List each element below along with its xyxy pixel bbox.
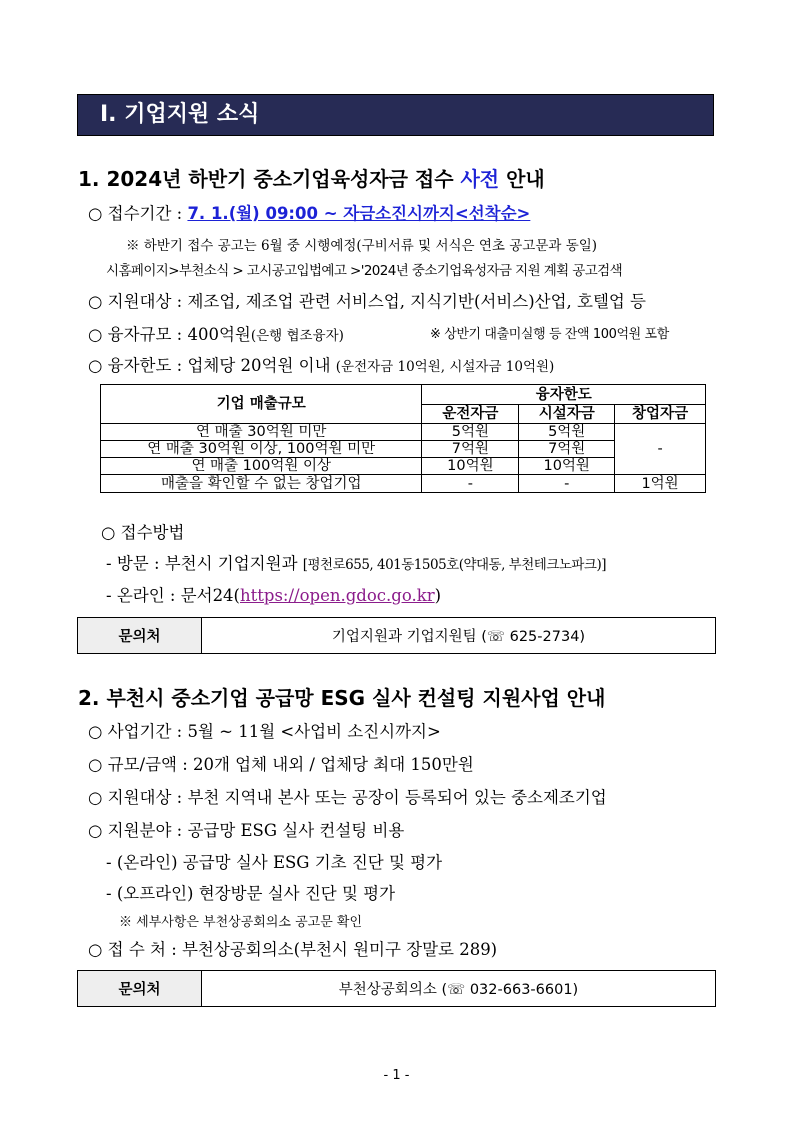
startup-merged: - [615,424,706,475]
section2-contact-box [77,970,716,1007]
section1-period [88,200,530,224]
section1-title-highlight: 사전 [460,167,500,191]
section2-scale: ○ 규모/금액 : 20개 업체 내외 / 업체당 최대 150만원 [88,755,474,774]
header-loan-limit: 융자한도 [422,385,706,405]
visit-address: [평천로655, 401동1505호(약대동, 부천테크노파크)] [302,557,606,573]
section1-title [78,163,545,192]
period-value: 7. 1.(월) 09:00 ~ 자금소진시까지<선착순> [187,204,531,223]
loan-limit-table [100,384,706,493]
row-operating: - [422,475,519,493]
header-company-size: 기업 매출규모 [101,385,422,424]
contact-value: 부천상공회의소 (☏ 032-663-6601) [338,982,579,998]
scale-paren: (은행 협조융자) [250,328,344,344]
visit-line [106,550,606,574]
section1-scale-note: ※ 상반기 대출미실행 등 잔액 100억원 포함 [430,327,669,342]
section2-offline: - (오프라인) 현장방문 실사 진단 및 평가 [106,884,396,903]
row-operating: 7억원 [422,441,519,458]
section1-scale [88,321,344,345]
section1-note1: ※ 하반기 접수 공고는 6월 중 시행예정(구비서류 및 서식은 연초 공고문과 동일) [126,238,598,254]
header-operating: 운전자금 [422,405,519,424]
section2-reception: ○ 접 수 처 : 부천상공회의소(부천시 원미구 장말로 289) [88,940,498,959]
header-startup: 창업자금 [615,405,706,424]
online-link[interactable]: https://open.gdoc.go.kr [240,586,435,605]
row-facility: - [519,475,615,493]
row-size: 매출을 확인할 수 없는 창업기업 [101,475,422,493]
limit-paren: (운전자금 10억원, 시설자금 10억원) [335,359,555,375]
section2-title: 2. 부천시 중소기업 공급망 ESG 실사 컨설팅 지원사업 안내 [78,686,606,710]
scale-main: ○ 융자규모 : 400억원 [88,325,251,344]
section-banner [77,94,714,136]
section2-period: ○ 사업기간 : 5월 ~ 11월 <사업비 소진시까지> [88,722,441,741]
table-row [101,424,706,441]
section2-target: ○ 지원대상 : 부천 지역내 본사 또는 공장이 등록되어 있는 중소제조기업 [88,788,607,807]
section2-field: ○ 지원분야 : 공급망 ESG 실사 컨설팅 비용 [88,821,405,840]
row-facility: 10억원 [519,458,615,475]
row-size: 연 매출 100억원 이상 [101,458,422,475]
section1-target: ○ 지원대상 : 제조업, 제조업 관련 서비스업, 지식기반(서비스)산업, 호텔업 등 [88,292,647,311]
contact-label: 문의처 [78,971,202,1006]
period-label: ○ 접수기간 : [88,204,188,223]
table-row [101,475,706,493]
header-facility: 시설자금 [519,405,615,424]
banner-title: Ⅰ. 기업지원 소식 [100,102,260,127]
row-operating: 5억원 [422,424,519,441]
section1-title-pre: 1. 2024년 하반기 중소기업육성자금 접수 [78,167,461,191]
section1-contact-box [77,617,716,654]
row-size: 연 매출 30억원 이상, 100억원 미만 [101,441,422,458]
method-label: ○ 접수방법 [101,523,185,542]
row-facility: 7억원 [519,441,615,458]
page-number: - 1 - [383,1068,410,1083]
online-line [106,582,441,606]
row-operating: 10억원 [422,458,519,475]
visit-main: - 방문 : 부천시 기업지원과 [106,554,303,573]
section1-note2: 시홈페이지>부천소식 > 고시공고입법예고 >'2024년 중소기업육성자금 지원 계획 공고검색 [106,263,623,279]
section1-limit [88,352,554,376]
section2-note: ※ 세부사항은 부천상공회의소 공고문 확인 [119,915,363,930]
row-size: 연 매출 30억원 미만 [101,424,422,441]
contact-label: 문의처 [78,618,202,653]
limit-main: ○ 융자한도 : 업체당 20억원 이내 [88,356,336,375]
row-startup: 1억원 [615,475,706,493]
online-pre: - 온라인 : 문서24( [106,586,240,605]
section2-online: - (온라인) 공급망 실사 ESG 기초 진단 및 평가 [106,853,443,872]
contact-value: 기업지원과 기업지원팀 (☏ 625-2734) [331,629,586,645]
section1-title-post: 안내 [499,167,545,191]
online-post: ) [434,586,442,605]
row-facility: 5억원 [519,424,615,441]
